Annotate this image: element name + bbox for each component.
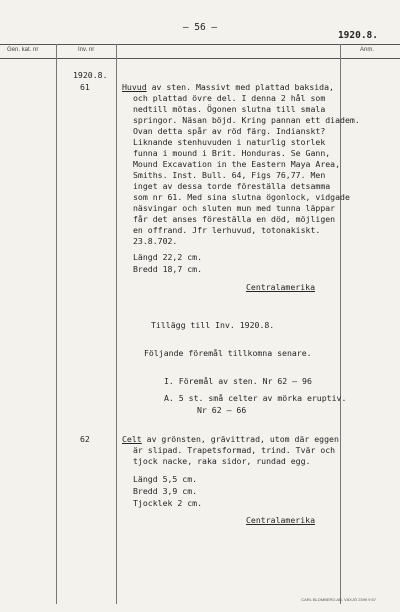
addendum-subsection: A. 5 st. små celter av mörka eruptiv.: [164, 393, 347, 403]
entry-first-line-rest: av sten. Massivt med plattad baksida,: [146, 82, 334, 92]
description-line: får det anses föreställa en död, möjligen: [133, 214, 336, 224]
description-line: en offrand. Jfr lerhuvud, totonakiskt.: [133, 225, 321, 235]
inv-number: 62: [80, 434, 90, 444]
description-line: som nr 61. Med sina slutna ögonlock, vidgade: [133, 192, 350, 202]
description-line: 23.8.702.: [133, 236, 178, 246]
printer-mark: CARL BLOMBERG AB. VÄXJÖ 2399 9 67: [301, 597, 376, 602]
description-line: nedtill mötas. Ögonen slutna till smala: [133, 104, 326, 114]
region-label: Centralamerika: [246, 515, 316, 525]
column-header-gen-kat: Gen. kat. nr: [7, 47, 39, 53]
column-divider-2: [116, 44, 117, 604]
entry-year-label: 1920.8.: [73, 70, 108, 80]
description-line: och plattad övre del. I denna 2 hål som: [133, 93, 326, 103]
description-line: springor. Näsan böjd. Kring pannan ett diadem.: [133, 115, 360, 125]
column-header-anm: Anm.: [360, 47, 375, 53]
description-line: Liknande stenhuvuden i naturlig storlek: [133, 137, 326, 147]
length-measurement: Längd 22,2 cm.: [133, 252, 203, 262]
thickness-measurement: Tjocklek 2 cm.: [133, 498, 203, 508]
inv-number: 61: [80, 82, 90, 92]
entry-first-line: [122, 434, 339, 445]
description-line: är slipad. Trapetsformad, trind. Tvär och: [133, 445, 336, 455]
column-divider-3: [340, 44, 341, 604]
description-line: Mound Excavation in the Eastern Maya Area,: [133, 159, 341, 169]
entry-first-line-rest: av grönsten, grävittrad, utom där eggen: [141, 434, 339, 444]
addendum-section: I. Föremål av sten. Nr 62 – 96: [164, 376, 312, 386]
description-line: funna i mound i Brit. Honduras. Se Gann,: [133, 148, 331, 158]
description-line: Smiths. Inst. Bull. 64, Figs 76,77. Men: [133, 170, 326, 180]
width-measurement: Bredd 18,7 cm.: [133, 264, 203, 274]
description-line: tjock nacke, raka sidor, rundad egg.: [133, 456, 311, 466]
description-line: näsvingar och sluten mun med tunna läppar: [133, 203, 336, 213]
column-divider-1: [56, 44, 57, 604]
page-number: – 56 –: [182, 22, 218, 33]
description-line: Ovan detta spår av röd färg. Indianskt?: [133, 126, 326, 136]
description-line: inget av dessa torde föreställa detsamma: [133, 181, 331, 191]
corner-inventory-label: 1920.8.: [337, 30, 378, 41]
length-measurement: Längd 5,5 cm.: [133, 474, 198, 484]
region-label: Centralamerika: [246, 282, 316, 292]
entry-title-word: Celt: [122, 434, 142, 444]
entry-title-word: Huvud: [122, 82, 147, 92]
addendum-number-range: Nr 62 – 66: [197, 405, 247, 415]
column-header-inv: Inv. nr: [78, 47, 95, 53]
entry-first-line: [122, 82, 334, 93]
addendum-subtitle: Följande föremål tillkomna senare.: [144, 348, 312, 358]
width-measurement: Bredd 3,9 cm.: [133, 486, 198, 496]
addendum-title: Tillägg till Inv. 1920.8.: [151, 320, 275, 330]
